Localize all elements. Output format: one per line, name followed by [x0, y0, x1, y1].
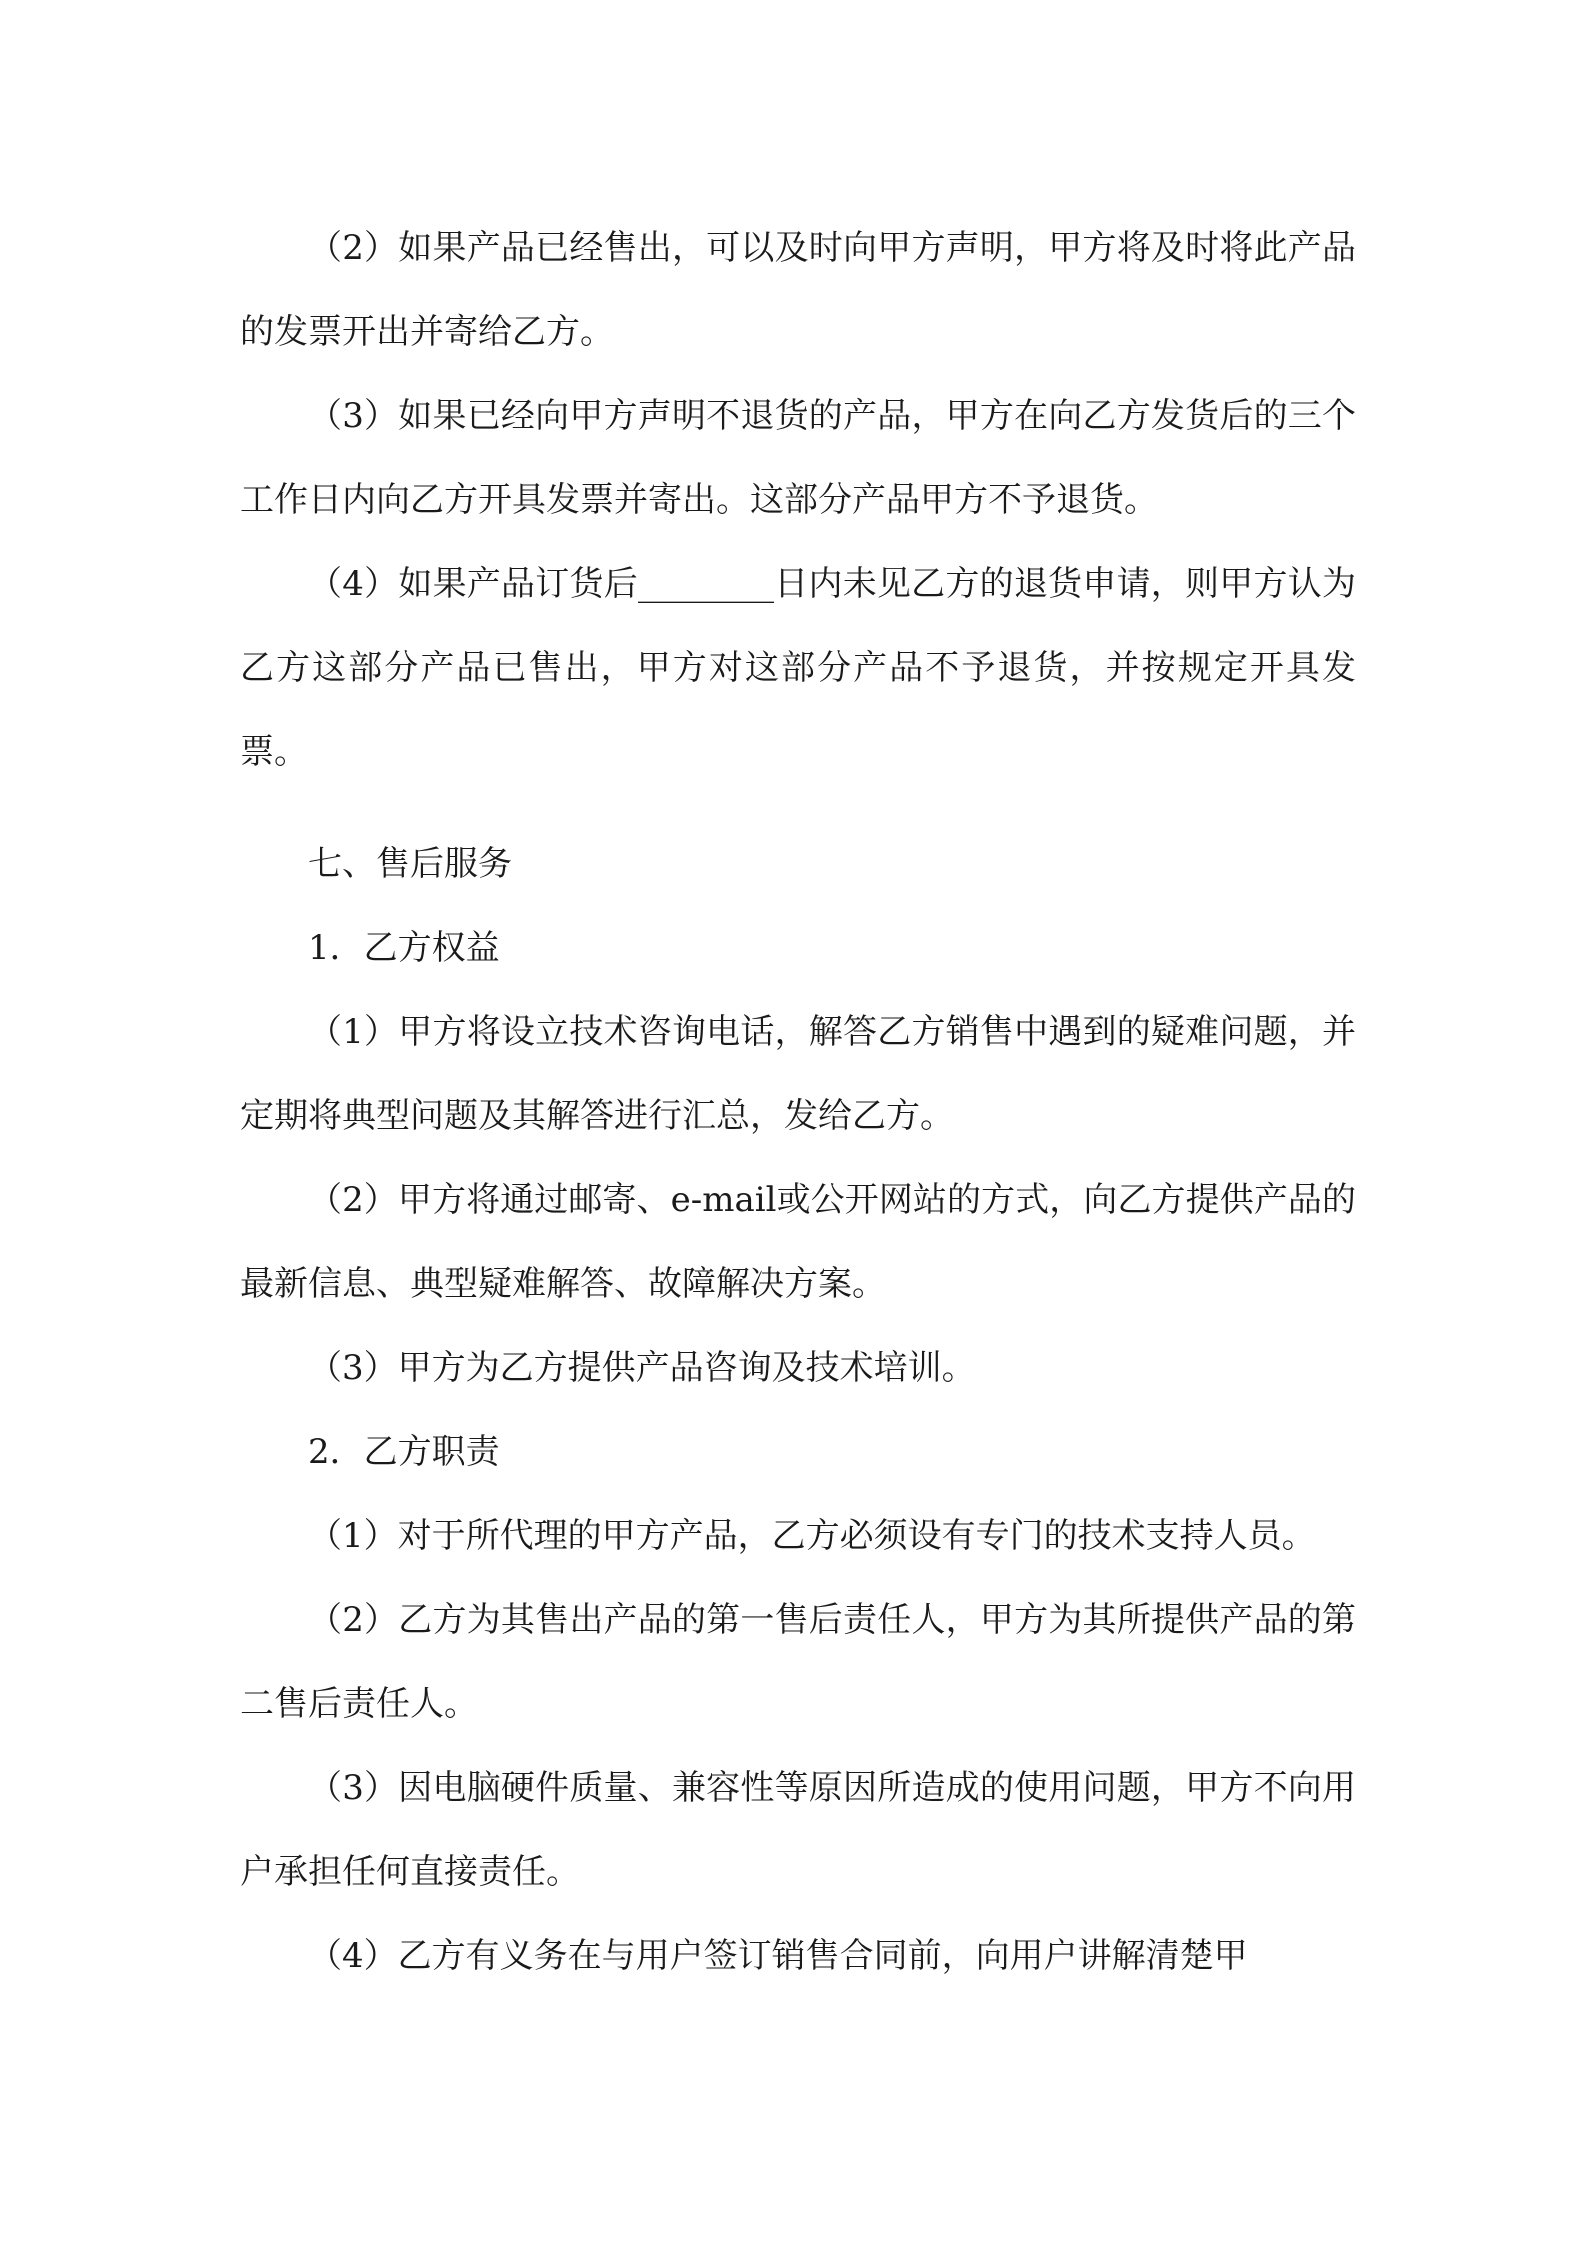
subheading-party-b-duties: 2．乙方职责	[308, 1432, 500, 1472]
subheading-party-b-rights: 1．乙方权益	[308, 928, 500, 968]
rights-item-1: （1）甲方将设立技术咨询电话，解答乙方销售中遇到的疑难问题，并定期将典型问题及其解答进行汇总，发给乙方。	[240, 1012, 1356, 1136]
duties-item-3: （3）因电脑硬件质量、兼容性等原因所造成的使用问题，甲方不向用户承担任何直接责任。	[240, 1768, 1356, 1892]
rights-item-2: （2）甲方将通过邮寄、e-mail或公开网站的方式，向乙方提供产品的最新信息、典型疑难解答、故障解决方案。	[240, 1180, 1356, 1304]
duties-item-4: （4）乙方有义务在与用户签订销售合同前，向用户讲解清楚甲	[308, 1936, 1248, 1976]
rights-item-3: （3）甲方为乙方提供产品咨询及技术培训。	[308, 1348, 976, 1388]
section-spacer	[240, 794, 1356, 822]
paragraph-item-2: （2）如果产品已经售出，可以及时向甲方声明，甲方将及时将此产品的发票开出并寄给乙方。	[240, 228, 1356, 352]
duties-item-1: （1）对于所代理的甲方产品，乙方必须设有专门的技术支持人员。	[308, 1516, 1316, 1556]
paragraph-item-3: （3）如果已经向甲方声明不退货的产品，甲方在向乙方发货后的三个工作日内向乙方开具发票并寄出。这部分产品甲方不予退货。	[240, 396, 1356, 520]
section-heading-after-sales: 七、售后服务	[308, 844, 512, 884]
document-body	[240, 206, 1356, 1998]
duties-item-2: （2）乙方为其售出产品的第一售后责任人，甲方为其所提供产品的第二售后责任人。	[240, 1600, 1356, 1724]
paragraph-item-4: （4）如果产品订货后________日内未见乙方的退货申请，则甲方认为乙方这部分产品已售出，甲方对这部分产品不予退货，并按规定开具发票。	[240, 564, 1356, 772]
